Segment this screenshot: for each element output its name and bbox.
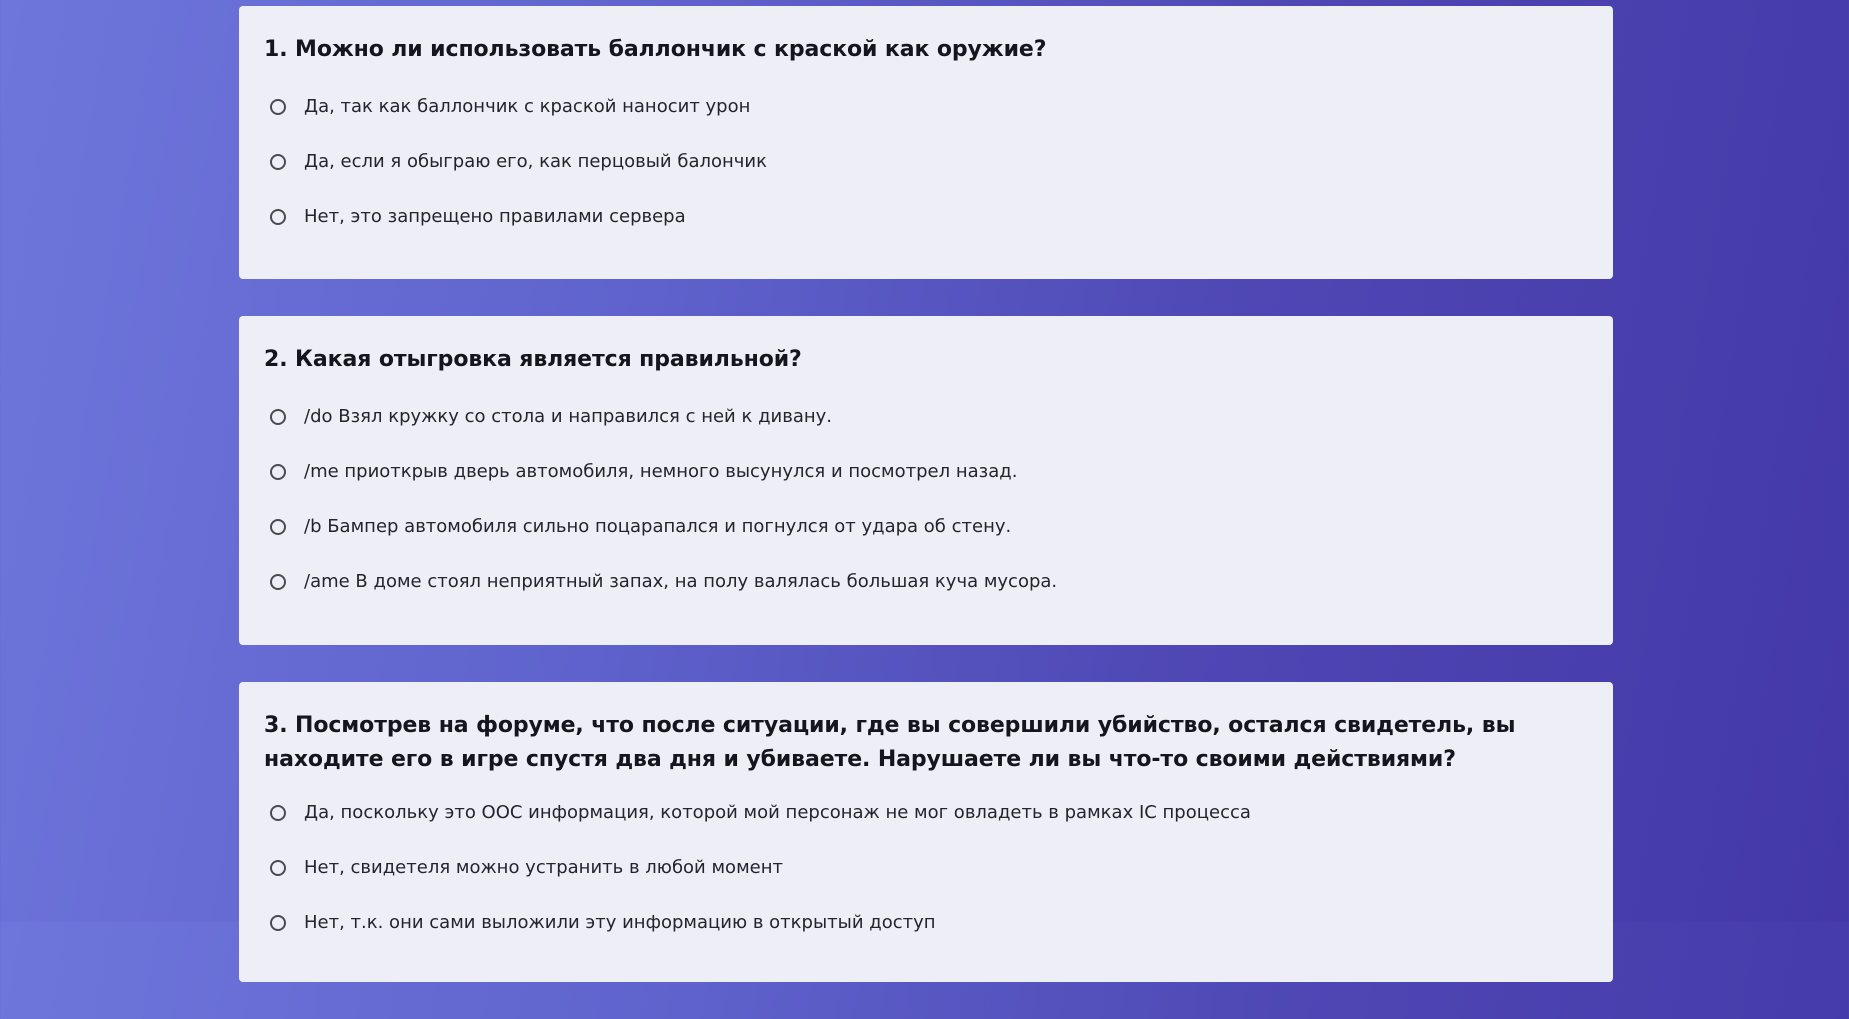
radio-button[interactable] — [270, 574, 286, 590]
answer-option[interactable] — [264, 444, 1588, 499]
radio-button[interactable] — [270, 519, 286, 535]
answer-option[interactable] — [264, 134, 1588, 189]
answer-label: Нет, т.к. они сами выложили эту информацию в открытый доступ — [304, 912, 936, 933]
answer-label: /ame В доме стоял неприятный запах, на полу валялась большая куча мусора. — [304, 571, 1058, 592]
answer-option[interactable] — [264, 189, 1588, 244]
answer-label: Да, так как баллончик с краской наносит урон — [304, 96, 751, 117]
radio-button[interactable] — [270, 464, 286, 480]
answer-option[interactable] — [264, 389, 1588, 444]
question-card-3 — [239, 682, 1613, 982]
answer-option[interactable] — [264, 895, 1588, 950]
radio-button[interactable] — [270, 99, 286, 115]
answer-option[interactable] — [264, 499, 1588, 554]
answer-option[interactable] — [264, 79, 1588, 134]
radio-button[interactable] — [270, 209, 286, 225]
answer-label: Да, поскольку это OOC информация, которой мой персонаж не мог овладеть в рамках IC процесса — [304, 802, 1251, 823]
radio-button[interactable] — [270, 915, 286, 931]
question-title: 2. Какая отыгровка является правильной? — [264, 347, 802, 372]
question-title: 1. Можно ли использовать баллончик с краской как оружие? — [264, 37, 1047, 62]
answer-label: Нет, свидетеля можно устранить в любой момент — [304, 857, 783, 878]
answer-option[interactable] — [264, 554, 1588, 609]
question-card-1 — [239, 6, 1613, 279]
radio-button[interactable] — [270, 409, 286, 425]
radio-button[interactable] — [270, 154, 286, 170]
answer-option[interactable] — [264, 785, 1588, 840]
question-card-2 — [239, 316, 1613, 645]
answer-label: /do Взял кружку со стола и направился с ней к дивану. — [304, 406, 832, 427]
quiz-container — [239, 6, 1613, 1019]
radio-button[interactable] — [270, 860, 286, 876]
answer-label: /b Бампер автомобиля сильно поцарапался и погнулся от удара об стену. — [304, 516, 1012, 537]
radio-button[interactable] — [270, 805, 286, 821]
answer-label: Нет, это запрещено правилами сервера — [304, 206, 686, 227]
answer-label: Да, если я обыграю его, как перцовый балончик — [304, 151, 767, 172]
answer-option[interactable] — [264, 840, 1588, 895]
answer-label: /me приоткрыв дверь автомобиля, немного высунулся и посмотрел назад. — [304, 461, 1018, 482]
question-title: 3. Посмотрев на форуме, что после ситуации, где вы совершили убийство, остался свидетель, вы находите его в игре спустя два дня и убиваете. Нарушаете ли вы что-то своими действиями? — [264, 713, 1516, 772]
